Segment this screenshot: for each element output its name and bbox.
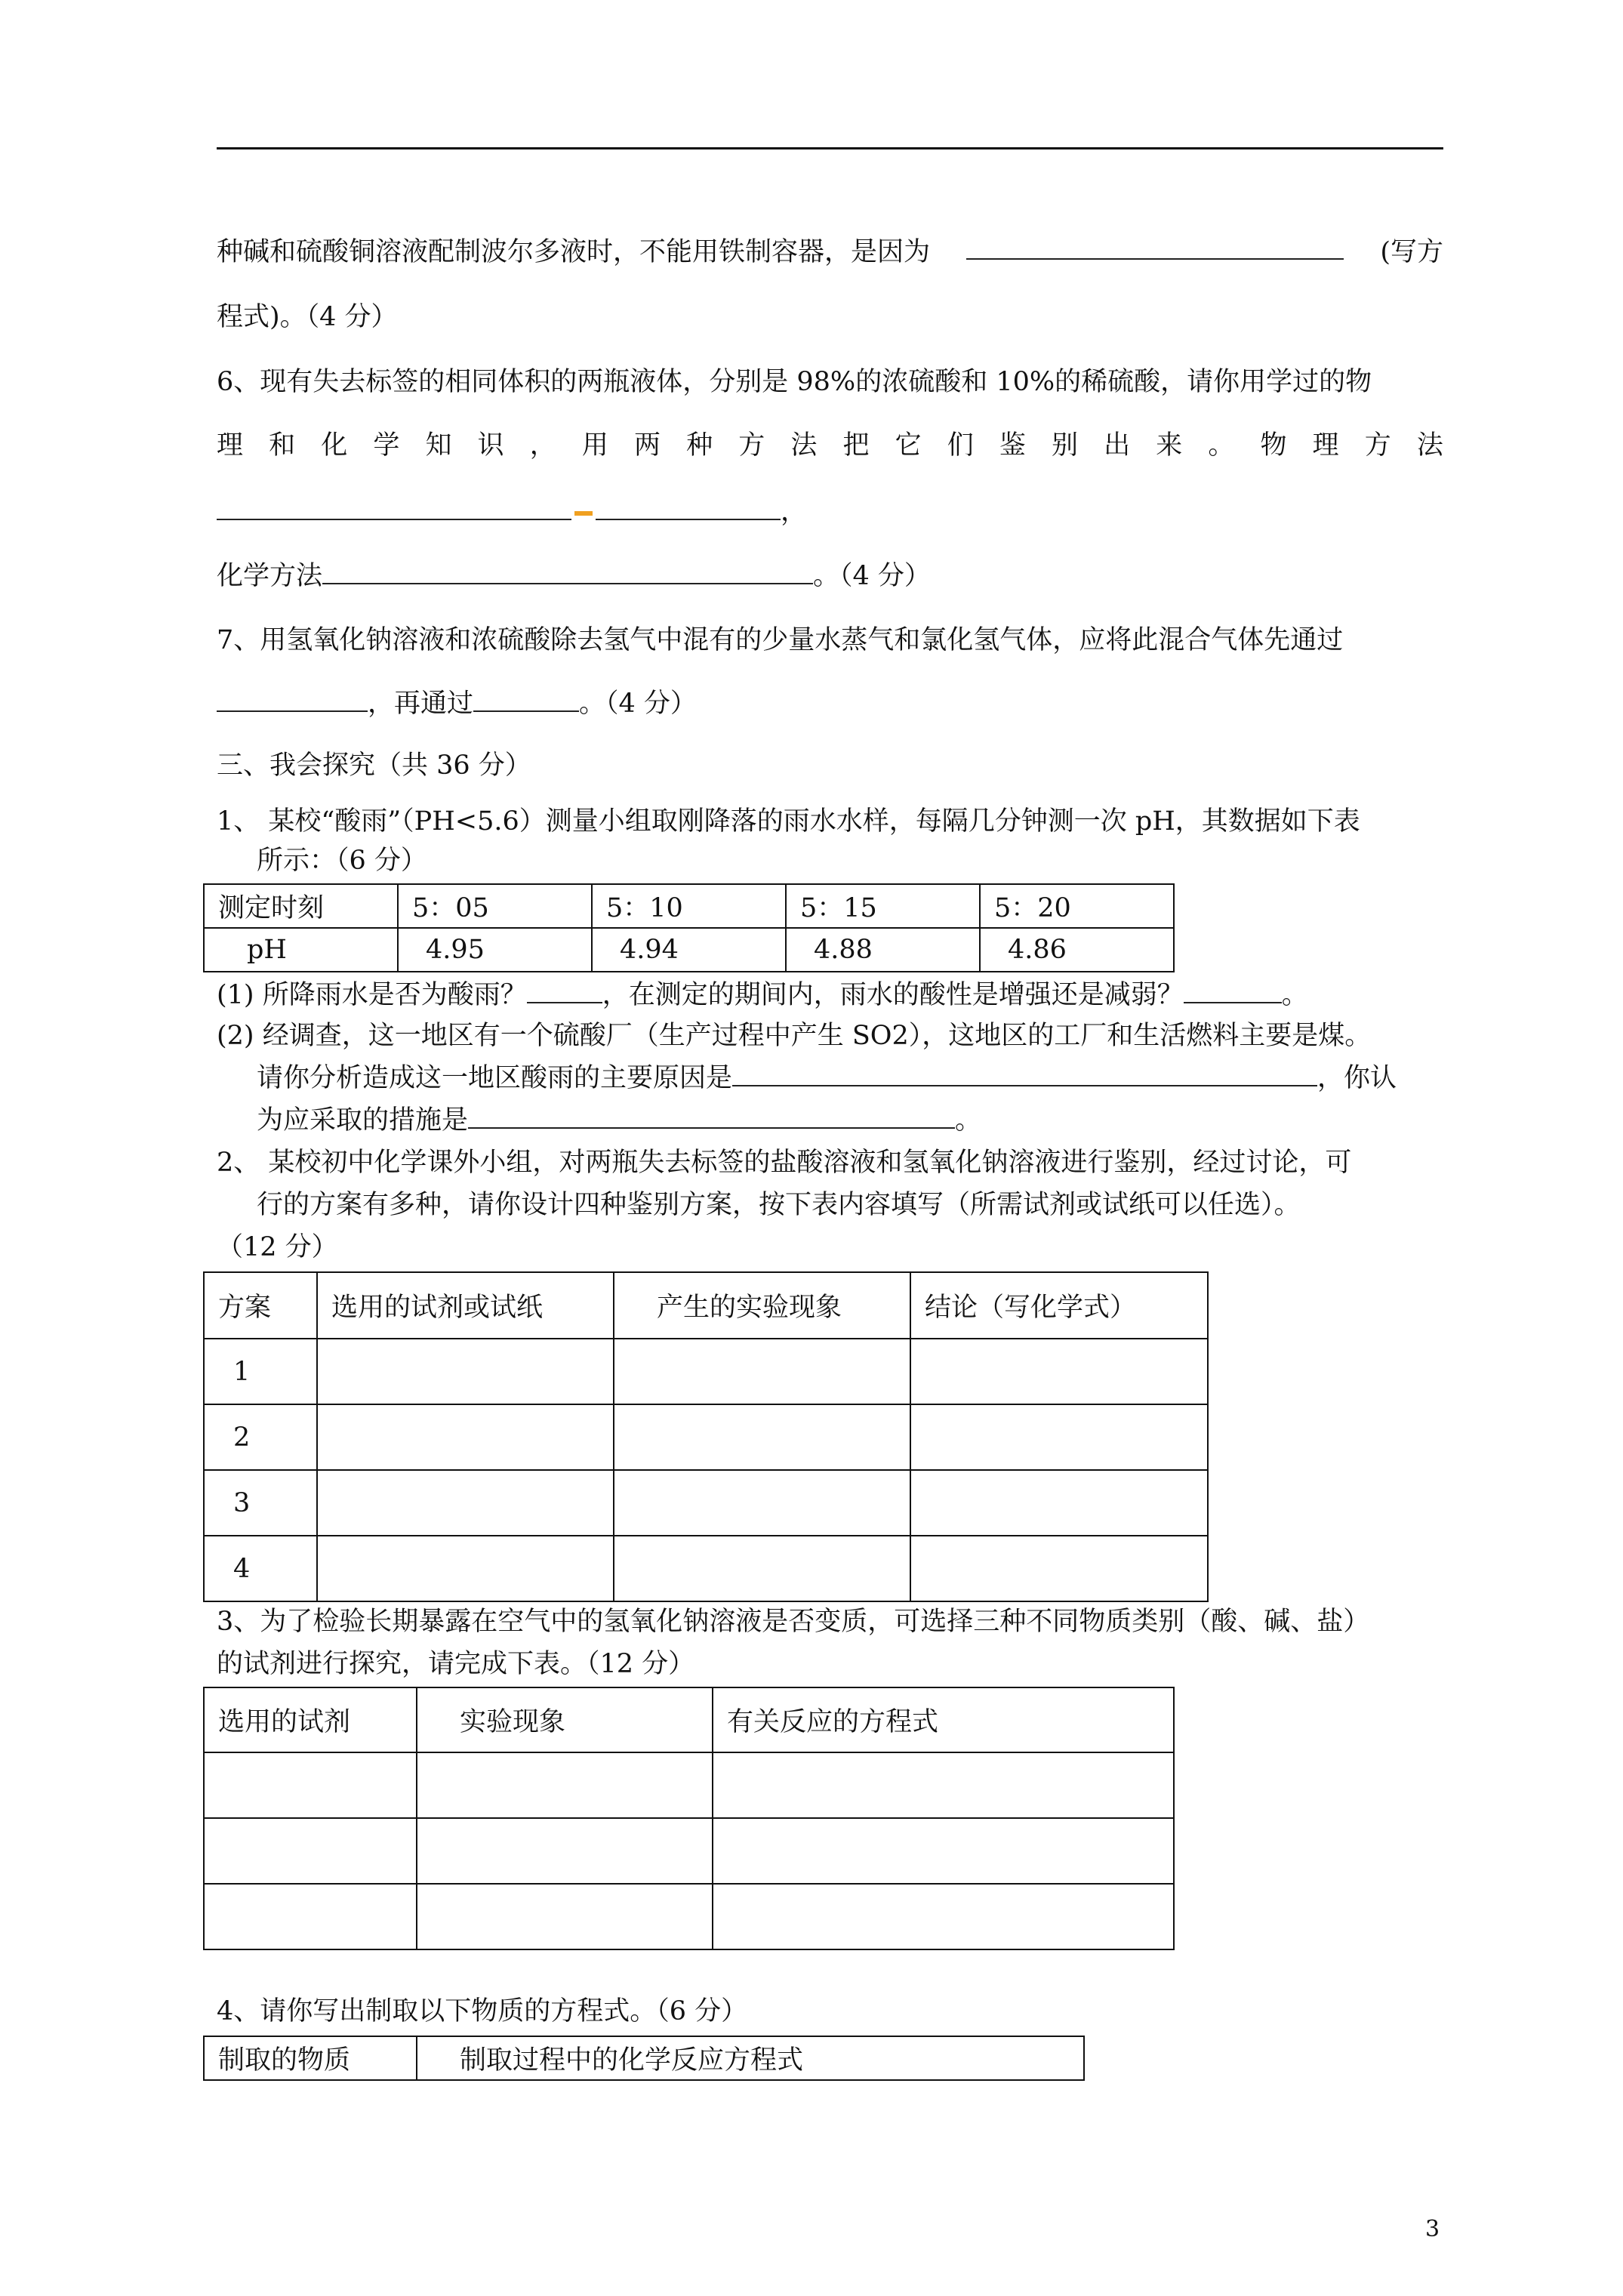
identification-table — [203, 1271, 1209, 1602]
id-table-input-cell[interactable] — [317, 1470, 614, 1536]
id-table-row-number: 1 — [204, 1339, 317, 1404]
ph-table-header-cell: 5：15 — [786, 884, 980, 928]
reagent-table-header-cell: 有关反应的方程式 — [713, 1687, 1174, 1752]
p1-measure-blank[interactable] — [468, 1105, 955, 1129]
reagent-table-input-cell[interactable] — [417, 1818, 713, 1884]
p1-sub2-line1: (2) 经调查，这一地区有一个硫酸厂（生产过程中产生 SO2），这地区的工厂和生活燃料主要是煤。 — [217, 1021, 1372, 1051]
id-table-input-cell[interactable] — [614, 1536, 910, 1601]
reagent-table — [203, 1687, 1175, 1950]
id-table-input-cell[interactable] — [317, 1536, 614, 1601]
p1-acid-rain-blank[interactable] — [527, 979, 602, 1003]
q6-line2-char: 知 — [425, 430, 452, 461]
p1-sub1-c: 。 — [1281, 980, 1308, 1010]
p2-line1: 2、 某校初中化学课外小组，对两瓶失去标签的盐酸溶液和氢氧化钠溶液进行鉴别，经过讨论，可 — [217, 1148, 1352, 1178]
q6-line4-end: 。（4 分） — [813, 561, 931, 591]
q7-line2 — [217, 687, 697, 720]
p1-sub2-l3-b: 。 — [955, 1105, 982, 1136]
id-table-input-cell[interactable] — [910, 1470, 1208, 1536]
id-table-row-number: 2 — [204, 1404, 317, 1470]
q5-line1 — [217, 236, 1443, 269]
q6-line1: 6、现有失去标签的相同体积的两瓶液体，分别是 98%的浓硫酸和 10%的稀硫酸，请你用学过的物 — [217, 367, 1372, 397]
q6-line2-char: 方 — [1364, 430, 1391, 461]
ph-table-cell: 4.86 — [980, 928, 1174, 972]
q6-line2-char: 化 — [321, 430, 348, 461]
q6-chem-blank[interactable] — [322, 560, 813, 584]
q6-line2-char: 两 — [634, 430, 661, 461]
id-table-input-cell[interactable] — [614, 1470, 910, 1536]
q6-line2-char: 方 — [738, 430, 765, 461]
p1-cause-blank[interactable] — [732, 1062, 1317, 1086]
q6-line2-char: 理 — [217, 430, 244, 461]
q5-line1-text: 种碱和硫酸铜溶液配制波尔多液时，不能用铁制容器，是因为 — [217, 237, 931, 267]
id-table-header-cell: 结论（写化学式） — [910, 1272, 1208, 1339]
q5-answer-blank[interactable] — [966, 236, 1344, 260]
ph-table-cell: 4.95 — [398, 928, 592, 972]
p1-line2: 所示：（6 分） — [257, 846, 427, 876]
q7-blank-2[interactable] — [473, 688, 579, 712]
reagent-table-input-cell[interactable] — [204, 1884, 417, 1949]
q6-line2-char: 法 — [1416, 430, 1443, 461]
ph-table — [203, 883, 1175, 972]
q7-line2-mid: ，再通过 — [368, 689, 474, 719]
q6-line2-char: 法 — [790, 430, 818, 461]
ph-table-cell: 4.94 — [592, 928, 786, 972]
q6-line2-char: 学 — [373, 430, 400, 461]
q5-line1-end: (写方 — [1380, 237, 1443, 267]
q6-line2-char: 把 — [842, 430, 870, 461]
id-table-input-cell[interactable] — [910, 1339, 1208, 1404]
q6-line2-char: 。 — [1208, 430, 1235, 461]
prep-table-header-cell: 制取的物质 — [204, 2036, 417, 2080]
q6-line4 — [217, 559, 931, 593]
reagent-table-input-cell[interactable] — [713, 1752, 1174, 1818]
q6-line3 — [217, 495, 807, 529]
id-table-input-cell[interactable] — [614, 1404, 910, 1470]
ph-table-header-cell: 5：10 — [592, 884, 786, 928]
id-table-header-cell: 产生的实验现象 — [614, 1272, 910, 1339]
p1-sub1-b: ，在测定的期间内，雨水的酸性是增强还是减弱？ — [602, 980, 1184, 1010]
q6-line2-char: ， — [529, 430, 556, 461]
ph-table-header-cell: 测定时刻 — [204, 884, 398, 928]
q6-line2-char: 和 — [269, 430, 296, 461]
cursor-mark — [574, 511, 593, 516]
q6-physical-blank-2[interactable] — [596, 496, 781, 520]
id-table-header-cell: 选用的试剂或试纸 — [317, 1272, 614, 1339]
ph-table-header-cell: 5：05 — [398, 884, 592, 928]
page-number: 3 — [1425, 2216, 1440, 2242]
prep-table-header-cell: 制取过程中的化学反应方程式 — [417, 2036, 1084, 2080]
q6-line2-char: 来 — [1156, 430, 1183, 461]
q6-line2-char: 用 — [581, 430, 608, 461]
p1-sub1 — [217, 978, 1308, 1012]
q6-chem-label: 化学方法 — [217, 561, 323, 591]
reagent-table-input-cell[interactable] — [713, 1884, 1174, 1949]
reagent-table-input-cell[interactable] — [204, 1752, 417, 1818]
preparation-table — [203, 2036, 1085, 2081]
q6-line3-end: ， — [781, 497, 808, 527]
q7-blank-1[interactable] — [217, 688, 368, 712]
reagent-table-input-cell[interactable] — [713, 1818, 1174, 1884]
q6-line2-char: 们 — [947, 430, 974, 461]
id-table-header-cell: 方案 — [204, 1272, 317, 1339]
p1-sub1-a: (1) 所降雨水是否为酸雨？ — [217, 980, 527, 1010]
q7-line1: 7、用氢氧化钠溶液和浓硫酸除去氢气中混有的少量水蒸气和氯化氢气体，应将此混合气体先通过 — [217, 625, 1344, 655]
q6-line2-char: 它 — [895, 430, 922, 461]
q6-line2-char: 鉴 — [999, 430, 1026, 461]
reagent-table-input-cell[interactable] — [204, 1818, 417, 1884]
q6-line2-char: 种 — [686, 430, 713, 461]
section3-title: 三、我会探究（共 36 分） — [217, 750, 531, 781]
id-table-input-cell[interactable] — [910, 1404, 1208, 1470]
p1-sub2-l2-a: 请你分析造成这一地区酸雨的主要原因是 — [257, 1063, 733, 1093]
p4-line1: 4、请你写出制取以下物质的方程式。（6 分） — [217, 1996, 748, 2026]
q5-line2: 程式)。（4 分） — [217, 302, 398, 332]
p2-line3: （12 分） — [217, 1232, 338, 1262]
id-table-input-cell[interactable] — [910, 1536, 1208, 1601]
id-table-row-number: 4 — [204, 1536, 317, 1601]
p1-sub2-l3-a: 为应采取的措施是 — [257, 1105, 469, 1136]
reagent-table-header-cell: 实验现象 — [417, 1687, 713, 1752]
q6-line2-char: 出 — [1104, 430, 1131, 461]
p2-line2: 行的方案有多种，请你设计四种鉴别方案，按下表内容填写（所需试剂或试纸可以任选）。 — [257, 1190, 1301, 1220]
q6-line2 — [217, 429, 1443, 462]
ph-table-cell: pH — [204, 928, 398, 972]
q7-line2-end: 。（4 分） — [579, 689, 697, 719]
id-table-input-cell[interactable] — [317, 1404, 614, 1470]
p1-sub2-line2 — [257, 1062, 1397, 1095]
q6-line2-char: 理 — [1312, 430, 1339, 461]
p1-sub2-l2-b: ，你认 — [1317, 1063, 1397, 1093]
id-table-input-cell[interactable] — [317, 1339, 614, 1404]
id-table-row-number: 3 — [204, 1470, 317, 1536]
ph-table-header-cell: 5：20 — [980, 884, 1174, 928]
q6-physical-blank[interactable] — [217, 496, 571, 520]
reagent-table-input-cell[interactable] — [417, 1884, 713, 1949]
q6-line2-char: 别 — [1052, 430, 1079, 461]
reagent-table-header-cell: 选用的试剂 — [204, 1687, 417, 1752]
p1-line1: 1、 某校“酸雨”（PH<5.6）测量小组取刚降落的雨水水样，每隔几分钟测一次 pH，其数据如下表 — [217, 806, 1360, 837]
reagent-table-input-cell[interactable] — [417, 1752, 713, 1818]
header-rule — [217, 147, 1443, 149]
ph-table-cell: 4.88 — [786, 928, 980, 972]
p3-line1: 3、为了检验长期暴露在空气中的氢氧化钠溶液是否变质，可选择三种不同物质类别（酸、碱、盐） — [217, 1607, 1370, 1637]
p1-sub2-line3 — [257, 1104, 981, 1137]
p3-line2: 的试剂进行探究，请完成下表。（12 分） — [217, 1649, 695, 1679]
q6-line2-char: 物 — [1260, 430, 1287, 461]
q6-line2-char: 识 — [477, 430, 504, 461]
id-table-input-cell[interactable] — [614, 1339, 910, 1404]
p1-acidity-blank[interactable] — [1184, 979, 1282, 1003]
